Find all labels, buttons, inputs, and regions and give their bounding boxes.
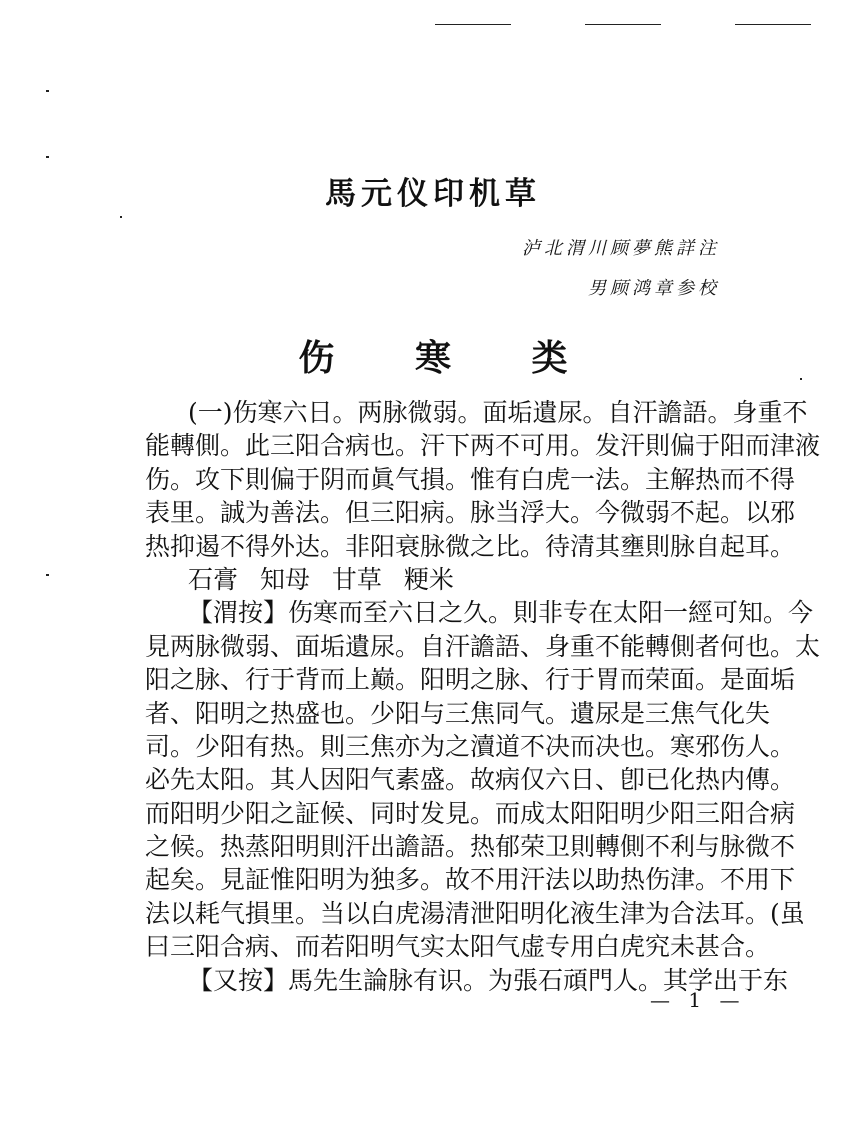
body-line: 能轉側。此三阳合病也。汗下两不可用。发汗則偏于阳而津液 <box>145 431 821 461</box>
body-text <box>145 396 821 997</box>
scan-speck <box>46 156 49 158</box>
body-line: 而阳明少阳之証候、同时发見。而成太阳阳明少阳三阳合病 <box>145 798 796 828</box>
body-line: 之候。热蒸阳明則汗出譫語。热郁荣卫則轉側不利与脉微不 <box>145 832 796 862</box>
attribution-collator: 男顾鸿章参校 <box>588 278 720 299</box>
body-line: 阳之脉、行于背而上巅。阳明之脉、行于胃而荣面。是面垢 <box>145 665 796 695</box>
header-rule <box>435 24 511 25</box>
book-title: 馬元仪印机草 <box>325 176 541 212</box>
body-line: 起矣。見証惟阳明为独多。故不用汗法以助热伤津。不用下 <box>145 865 796 895</box>
section-title-char: 伤 <box>298 337 335 379</box>
body-line: 者、阳明之热盛也。少阳与三焦同气。遺尿是三焦气化失 <box>145 698 771 728</box>
section-title-char: 寒 <box>414 337 451 379</box>
body-line: 【又按】馬先生論脉有识。为張石頑門人。其学出于东 <box>188 965 789 995</box>
attribution-annotator: 泸北渭川顾夢熊詳注 <box>522 238 720 259</box>
body-line: 法以耗气損里。当以白虎湯清泄阳明化液生津为合法耳。(虽 <box>145 898 805 928</box>
body-line: 曰三阳合病、而若阳明气实太阳气虚专用白虎究未甚合。 <box>145 932 771 962</box>
scan-speck <box>46 574 49 576</box>
body-line: 热抑遏不得外达。非阳衰脉微之比。待清其壅則脉自起耳。 <box>145 531 796 561</box>
scan-speck <box>120 216 122 218</box>
body-line: (一)伤寒六日。两脉微弱。面垢遺尿。自汗譫語。身重不 <box>188 398 808 427</box>
herb-list-line: 石膏 知母 甘草 粳米 <box>188 564 454 594</box>
body-line: 司。少阳有热。則三焦亦为之瀆道不决而决也。寒邪伤人。 <box>145 731 796 761</box>
body-line: 見两脉微弱、面垢遺尿。自汗譫語、身重不能轉側者何也。太 <box>145 631 821 661</box>
body-line: 伤。攻下則偏于阴而眞气損。惟有白虎一法。主解热而不得 <box>145 464 796 494</box>
scan-speck <box>46 90 49 92</box>
body-line: 表里。誠为善法。但三阳病。脉当浮大。今微弱不起。以邪 <box>145 498 796 528</box>
page-number: — 1 — <box>650 988 746 1012</box>
body-line: 【渭按】伤寒而至六日之久。則非专在太阳一經可知。今 <box>188 598 814 628</box>
header-rule <box>585 24 661 25</box>
header-rule <box>735 24 811 25</box>
section-title-char: 类 <box>531 337 568 379</box>
section-title <box>0 330 866 381</box>
body-line: 必先太阳。其人因阳气素盛。故病仅六日、卽已化热内傳。 <box>145 765 796 795</box>
